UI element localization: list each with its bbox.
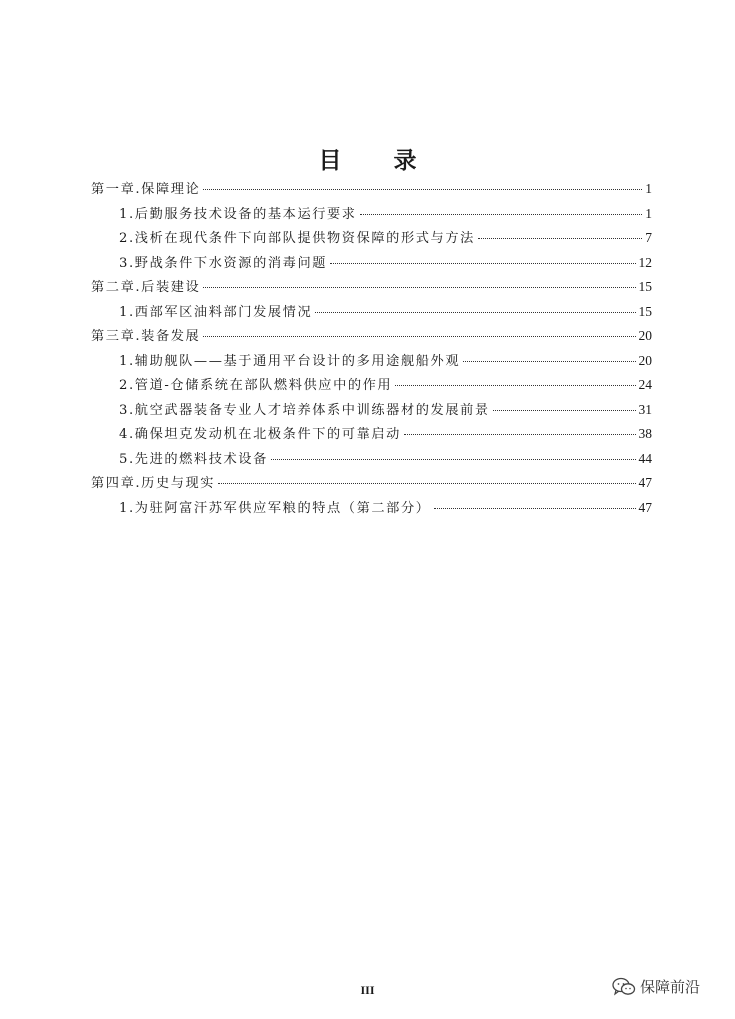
toc-leader-dots [271,458,636,460]
toc-entry-label: 2.浅析在现代条件下向部队提供物资保障的形式与方法 [119,231,475,246]
toc-entry-page: 12 [638,254,652,270]
toc-entry-label: 第四章.历史与现实 [91,476,216,491]
toc-leader-dots [203,188,642,190]
toc-entry[interactable] [91,474,652,492]
toc-entry-label: 4.确保坦克发动机在北极条件下的可靠启动 [119,427,401,442]
toc-entry-page: 1 [645,181,652,196]
watermark-text: 保障前沿 [640,978,701,996]
toc-leader-dots [395,384,635,386]
toc-entry-label: 1.西部军区油料部门发展情况 [119,304,313,320]
toc-entry-page: 24 [638,377,652,392]
toc-leader-dots [203,335,635,337]
toc-entry-page: 47 [638,499,652,515]
toc-entry-label: 2.管道-仓储系统在部队燃料供应中的作用 [119,378,393,393]
toc-entry-label: 第二章.后装建设 [91,280,201,295]
toc-entry[interactable] [91,278,652,296]
toc-entry-page: 31 [638,401,652,417]
toc-entry-label: 1.辅助舰队——基于通用平台设计的多用途舰船外观 [119,353,461,369]
toc-leader-dots [330,262,635,264]
toc-entry-page: 1 [645,205,652,221]
toc-entry-page: 44 [638,450,652,466]
toc-entry[interactable] [119,229,652,247]
toc-entry[interactable] [119,401,652,419]
toc-entry-page: 20 [638,328,652,343]
toc-entry-page: 15 [638,303,652,319]
toc-entry-label: 1.后勤服务技术设备的基本运行要求 [119,206,357,222]
toc-entry-label: 5.先进的燃料技术设备 [119,451,268,467]
toc-leader-dots [218,482,635,484]
toc-entry-label: 第三章.装备发展 [91,329,201,344]
toc-leader-dots [203,286,635,288]
page-number: III [360,983,375,997]
toc-entry[interactable] [119,450,652,468]
toc-entry-page: 38 [638,426,652,441]
toc-entry-page: 15 [638,279,652,294]
toc-entry[interactable] [119,205,652,223]
toc-entry[interactable] [119,499,652,517]
toc-entry-page: 20 [638,352,652,368]
toc-entry-label: 第一章.保障理论 [91,182,201,197]
toc-leader-dots [315,311,635,313]
toc-leader-dots [434,507,636,509]
toc-entry[interactable] [119,376,652,394]
page-title: 目 录 [318,148,439,174]
wechat-icon [612,977,636,997]
toc-leader-dots [478,237,642,239]
toc-entry[interactable] [91,327,652,345]
toc-entry[interactable] [119,352,652,370]
toc-entry[interactable] [91,180,652,198]
toc-entry[interactable] [119,303,652,321]
toc-leader-dots [493,409,636,411]
toc-entry-page: 47 [638,475,652,490]
toc-leader-dots [360,213,643,215]
toc-entry[interactable] [119,425,652,443]
toc-entry-page: 7 [645,230,652,245]
toc-entry[interactable] [119,254,652,272]
toc-leader-dots [463,360,635,362]
toc-leader-dots [404,433,636,435]
toc-entry-label: 3.野战条件下水资源的消毒问题 [119,255,328,271]
toc-entry-label: 1.为驻阿富汗苏军供应军粮的特点（第二部分） [119,500,431,516]
watermark [612,976,700,997]
toc-entry-label: 3.航空武器装备专业人才培养体系中训练器材的发展前景 [119,402,490,418]
